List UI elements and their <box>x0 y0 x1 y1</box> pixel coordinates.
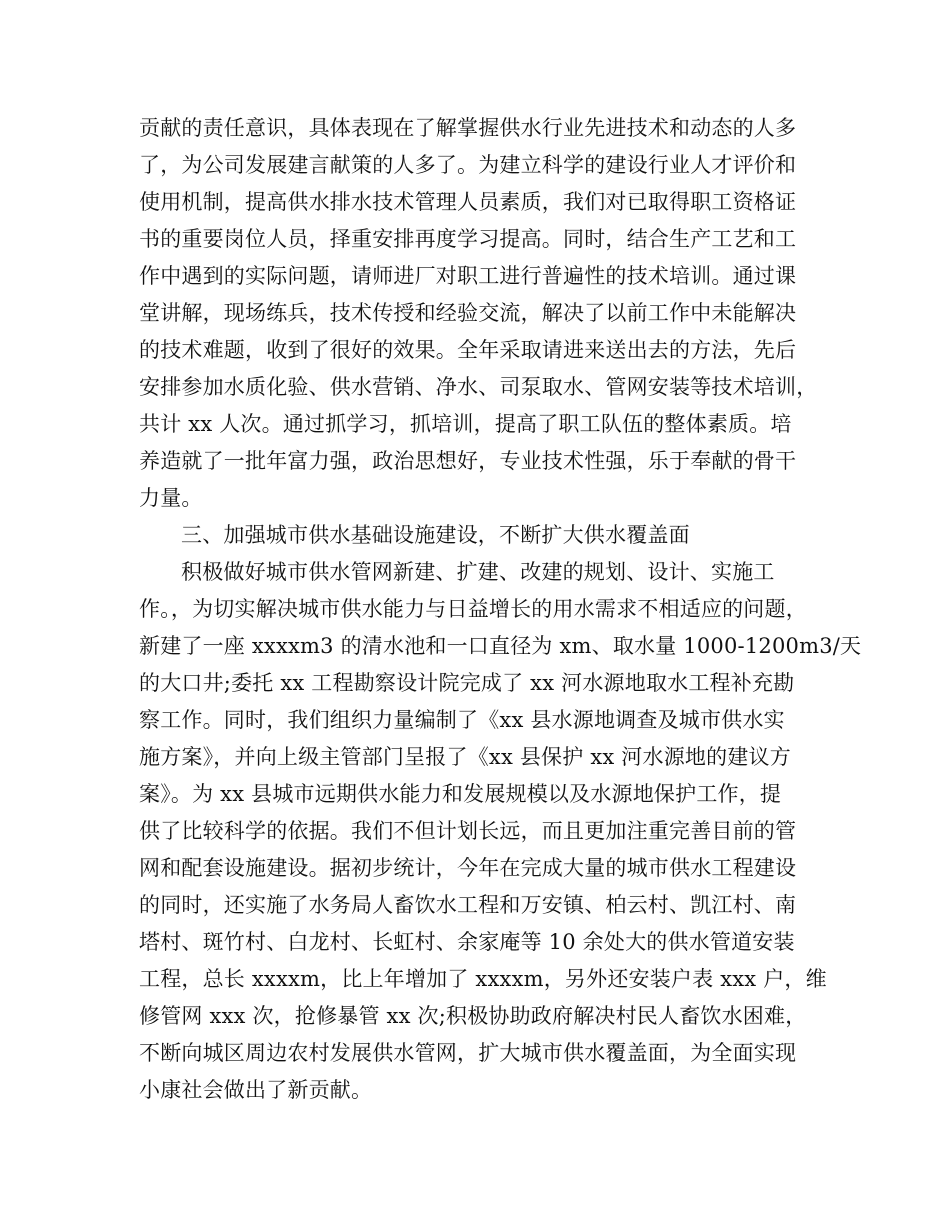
text-line: 使用机制，提高供水排水技术管理人员素质，我们对已取得职工资格证 <box>139 190 797 214</box>
text-line: 作。，为切实解决城市供水能力与日益增长的用水需求不相适应的问题， <box>139 597 807 621</box>
text-line: 堂讲解，现场练兵，技术传授和经验交流，解决了以前工作中未能解决 <box>139 301 797 325</box>
text-line: 案》。为 xx 县城市远期供水能力和发展规模以及水源地保护工作，提 <box>139 782 782 806</box>
text-line: 养造就了一批年富力强，政治思想好，专业技术性强，乐于奉献的骨干 <box>139 449 797 473</box>
text-line: 的大口井;委托 xx 工程勘察设计院完成了 xx 河水源地取水工程补充勘 <box>139 671 795 695</box>
text-line: 修管网 xxx 次，抢修暴管 xx 次;积极协助政府解决村民人畜饮水困难， <box>139 1004 807 1028</box>
text-line: 施方案》，并向上级主管部门呈报了《xx 县保护 xx 河水源地的建议方 <box>139 745 791 769</box>
text-line: 察工作。同时，我们组织力量编制了《xx 县水源地调查及城市供水实 <box>139 708 785 732</box>
text-line: 网和配套设施建设。据初步统计，今年在完成大量的城市供水工程建设 <box>139 856 797 880</box>
text-line: 的技术难题，收到了很好的效果。全年采取请进来送出去的方法，先后 <box>139 338 797 362</box>
section-heading: 三、加强城市供水基础设施建设，不断扩大供水覆盖面 <box>181 523 690 547</box>
text-line: 小康社会做出了新贡献。 <box>139 1078 373 1102</box>
text-line: 工程，总长 xxxxm，比上年增加了 xxxxm，另外还安装户表 xxx 户，维 <box>139 967 827 991</box>
text-line: 安排参加水质化验、供水营销、净水、司泵取水、管网安装等技术培训， <box>139 375 818 399</box>
text-line: 供了比较科学的依据。我们不但计划长远，而且更加注重完善目前的管 <box>139 819 797 843</box>
text-line: 作中遇到的实际问题，请师进厂对职工进行普遍性的技术培训。通过课 <box>139 264 797 288</box>
document-body <box>139 110 862 1109</box>
text-line: 新建了一座 xxxxm3 的清水池和一口直径为 xm、取水量 1000-1200m3/天 <box>139 634 862 658</box>
text-line: 了，为公司发展建言献策的人多了。为建立科学的建设行业人才评价和 <box>139 153 797 177</box>
text-line: 的同时，还实施了水务局人畜饮水工程和万安镇、柏云村、凯江村、南 <box>139 893 797 917</box>
text-line: 塔村、斑竹村、白龙村、长虹村、余家庵等 10 余处大的供水管道安装 <box>139 930 795 954</box>
text-line: 书的重要岗位人员，择重安排再度学习提高。同时，结合生产工艺和工 <box>139 227 797 251</box>
text-line: 积极做好城市供水管网新建、扩建、改建的规划、设计、实施工 <box>181 560 775 584</box>
text-line: 贡献的责任意识，具体表现在了解掌握供水行业先进技术和动态的人多 <box>139 116 797 140</box>
text-line: 力量。 <box>139 486 203 510</box>
text-line: 共计 xx 人次。通过抓学习，抓培训，提高了职工队伍的整体素质。培 <box>139 412 792 436</box>
text-line: 不断向城区周边农村发展供水管网，扩大城市供水覆盖面，为全面实现 <box>139 1041 797 1065</box>
